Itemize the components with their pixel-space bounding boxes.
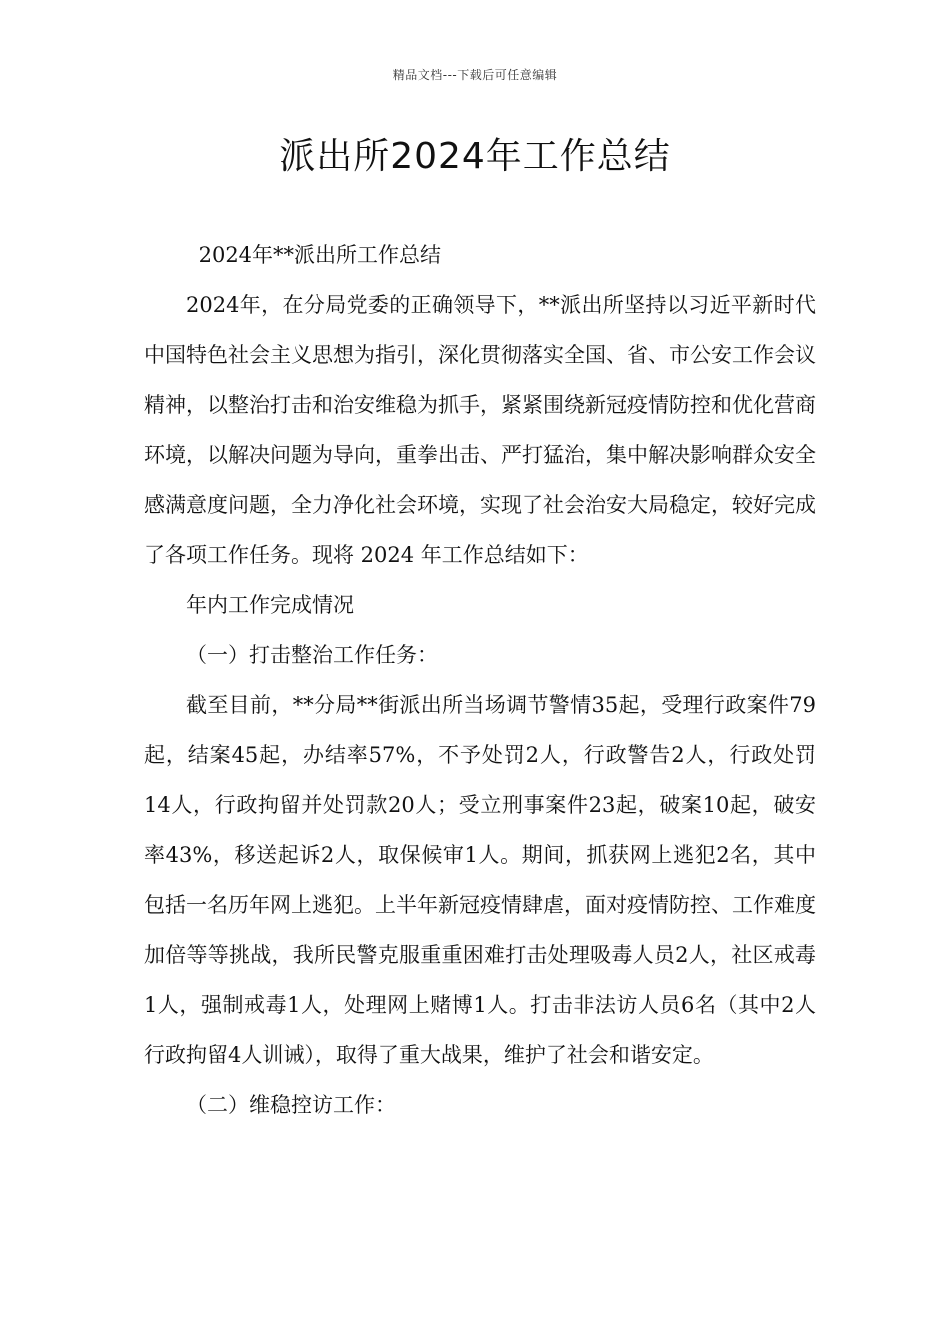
document-title: 派出所2024年工作总结 xyxy=(279,136,671,177)
section-heading-completion: 年内工作完成情况 xyxy=(186,593,354,617)
header-note: 精品文档---下载后可任意编辑 xyxy=(392,68,558,82)
intro-paragraph: 2024年，在分局党委的正确领导下，**派出所坚持以习近平新时代中国特色社会主义思想为指引，深化贯彻落实全国、省、市公安工作会议精神，以整治打击和治安维稳为抓手，紧紧围绕新冠疫情防控和优化营商环境，以解决问题为导向，重拳出击、严打猛治，集中解决影响群众安全感满意度问题，全力净化社会环境，实现了社会治安大局稳定，较好完成了各项工作任务。现将 2024 年工作总结如下： xyxy=(144,293,816,567)
section-heading-two: （二）维稳控访工作： xyxy=(186,1093,396,1117)
section-one-paragraph: 截至目前，**分局**街派出所当场调节警情35起，受理行政案件79起，结案45起，办结率57%，不予处罚2人，行政警告2人，行政处罚14人，行政拘留并处罚款20人；受立刑事案件23起，破案10起，破安率43%，移送起诉2人，取保候审1人。期间，抓获网上逃犯2名，其中包括一名历年网上逃犯。上半年新冠疫情肆虐，面对疫情防控、工作难度加倍等等挑战，我所民警克服重重困难打击处理吸毒人员2人，社区戒毒1人，强制戒毒1人，处理网上赌博1人。打击非法访人员6名（其中2人行政拘留4人训诫），取得了重大战果，维护了社会和谐安定。 xyxy=(144,693,816,1067)
document-body xyxy=(144,230,816,1130)
document-subtitle: 2024年**派出所工作总结 xyxy=(198,243,442,267)
section-heading-one: （一）打击整治工作任务： xyxy=(186,643,438,667)
